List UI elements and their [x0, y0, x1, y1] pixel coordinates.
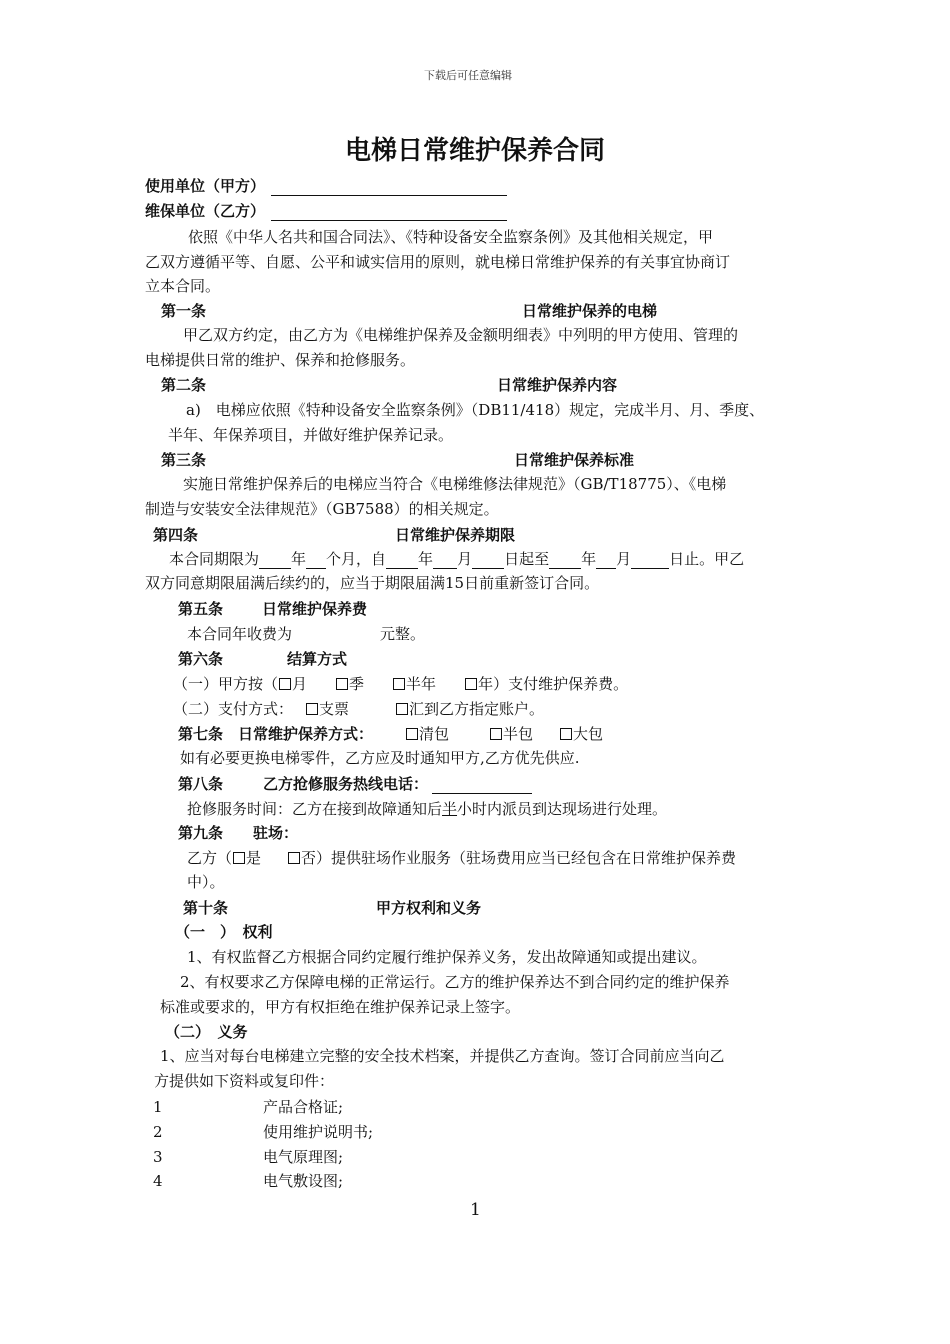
transfer-checkbox[interactable]	[396, 703, 408, 715]
article-4-line-1	[169, 549, 744, 569]
transfer-label: 汇到乙方指定账户。	[409, 700, 545, 718]
article-8-service-time	[187, 799, 667, 819]
yearly-checkbox[interactable]	[465, 678, 477, 690]
page-header: 下载后可任意编辑	[424, 69, 512, 82]
term-years-blank[interactable]	[259, 552, 291, 569]
quarterly-label: 季	[349, 675, 365, 693]
rights-item-2-line-1: 2、有权要求乙方保障电梯的正常运行。乙方的维护保养达不到合同约定的维护保养	[180, 973, 730, 991]
article-6-title: 结算方式	[287, 650, 348, 668]
duties-item-1-line-2: 方提供如下资料或复印件：	[154, 1072, 335, 1090]
article-6-number: 第六条	[178, 650, 224, 668]
article-4-line-2: 双方同意期限届满后续约的，应当于期限届满15日前重新签订合同。	[145, 574, 600, 592]
monthly-label: 月	[292, 675, 308, 693]
full-contract-label: 清包	[419, 725, 450, 743]
doc-list-number: 2	[153, 1123, 163, 1141]
term-text-6: 日起至	[504, 550, 550, 568]
annual-fee-label: 本合同年收费为	[187, 625, 293, 643]
large-contract-label: 大包	[573, 725, 604, 743]
article-7-number: 第七条	[178, 725, 224, 743]
half-contract-checkbox[interactable]	[490, 728, 502, 740]
annual-fee-unit: 元整。	[380, 625, 426, 643]
article-1-line-2: 电梯提供日常的维护、保养和抢修服务。	[145, 351, 416, 369]
article-1-line-1: 甲乙双方约定，由乙方为《电梯维护保养及金额明细表》中列明的甲方使用、管理的	[183, 326, 739, 344]
article-8-number: 第八条	[178, 775, 224, 793]
service-time-prefix: 抢修服务时间：乙方在接到故障通知后	[187, 800, 443, 818]
intro-line-2: 乙双方遵循平等、自愿、公平和诚实信用的原则，就电梯日常维护保养的有关事宜协商订	[145, 253, 731, 271]
payment-method-line	[173, 699, 544, 719]
large-contract-checkbox[interactable]	[560, 728, 572, 740]
start-year-blank[interactable]	[386, 552, 418, 569]
article-1-title: 日常维护保养的电梯	[522, 302, 658, 320]
party-b-line	[145, 201, 507, 221]
term-text-4: 年	[418, 550, 434, 568]
intro-line-1: 依照《中华人名共和国合同法》、《特种设备安全监察条例》及其他相关规定，甲	[188, 228, 714, 246]
term-text-5: 月	[457, 550, 473, 568]
onsite-prefix: 乙方（	[187, 849, 233, 867]
start-day-blank[interactable]	[472, 552, 504, 569]
onsite-no-label: 否）提供驻场作业服务（驻场费用应当已经包含在日常维护保养费	[301, 849, 737, 867]
cheque-label: 支票	[319, 700, 350, 718]
rights-item-1: 1、有权监督乙方根据合同约定履行维护保养义务，发出故障通知或提出建议。	[187, 948, 707, 966]
party-b-label: 维保单位（乙方）	[145, 202, 266, 220]
end-day-blank[interactable]	[631, 552, 669, 569]
article-5-number: 第五条	[178, 600, 224, 618]
article-5-title: 日常维护保养费	[262, 600, 368, 618]
article-3-title: 日常维护保养标准	[514, 451, 635, 469]
doc-list-item: 电气敷设图;	[263, 1172, 344, 1190]
article-9-number: 第九条	[178, 824, 224, 842]
page-number: 1	[470, 1200, 481, 1220]
service-time-value: 半	[442, 800, 458, 818]
onsite-yes-label: 是	[246, 849, 262, 867]
doc-list-number: 1	[153, 1098, 163, 1116]
yearly-label: 年）支付维护保养费。	[478, 675, 629, 693]
onsite-yes-checkbox[interactable]	[233, 852, 245, 864]
half-year-checkbox[interactable]	[393, 678, 405, 690]
article-10-title: 甲方权利和义务	[376, 899, 482, 917]
term-text-1: 本合同期限为	[169, 550, 260, 568]
term-text-9: 日止。甲乙	[669, 550, 745, 568]
full-contract-checkbox[interactable]	[406, 728, 418, 740]
half-contract-label: 半包	[503, 725, 534, 743]
onsite-no-checkbox[interactable]	[288, 852, 300, 864]
article-10-number: 第十条	[183, 899, 229, 917]
term-months-blank[interactable]	[306, 552, 326, 569]
article-9-title: 驻场：	[253, 824, 299, 842]
term-text-7: 年	[581, 550, 597, 568]
half-year-label: 半年	[406, 675, 437, 693]
article-8-line	[178, 774, 532, 794]
article-8-title: 乙方抢修服务热线电话：	[263, 775, 429, 793]
payment-period-line	[173, 674, 628, 694]
term-text-8: 月	[616, 550, 632, 568]
quarterly-checkbox[interactable]	[336, 678, 348, 690]
article-3-line-2: 制造与安装安全法律规范》（GB7588）的相关规定。	[145, 500, 499, 518]
duties-item-1-line-1: 1、应当对每台电梯建立完整的安全技术档案，并提供乙方查询。签订合同前应当向乙	[160, 1047, 725, 1065]
article-3-line-1: 实施日常维护保养后的电梯应当符合《电梯维修法律规范》（GB/T18775）、《电梯	[183, 475, 727, 493]
monthly-checkbox[interactable]	[279, 678, 291, 690]
party-a-line	[145, 176, 507, 196]
article-2-number: 第二条	[161, 376, 207, 394]
party-b-blank[interactable]	[271, 204, 507, 221]
article-2-title: 日常维护保养内容	[497, 376, 618, 394]
doc-list-item: 使用维护说明书;	[263, 1123, 374, 1141]
rights-item-2-line-2: 标准或要求的，甲方有权拒绝在维护保养记录上签字。	[160, 998, 521, 1016]
doc-list-number: 4	[153, 1172, 163, 1190]
cheque-checkbox[interactable]	[306, 703, 318, 715]
article-7-line	[178, 724, 373, 744]
payment-method-label: （二）支付方式：	[173, 700, 294, 718]
term-text-3: 个月，自	[326, 550, 387, 568]
article-2-line-2: 半年、年保养项目，并做好维护保养记录。	[168, 426, 454, 444]
article-3-number: 第三条	[161, 451, 207, 469]
document-title: 电梯日常维护保养合同	[344, 136, 605, 166]
article-2-line-1: a) 电梯应依照《特种设备安全监察条例》（DB11/418）规定，完成半月、月、季度、	[186, 401, 765, 419]
service-time-suffix: 小时内派员到达现场进行处理。	[457, 800, 668, 818]
term-text-2: 年	[291, 550, 307, 568]
party-a-blank[interactable]	[271, 179, 507, 196]
article-9-line-1	[187, 848, 736, 868]
doc-list-item: 电气原理图;	[263, 1148, 344, 1166]
start-month-blank[interactable]	[433, 552, 457, 569]
hotline-blank[interactable]	[432, 777, 532, 794]
rights-heading: （一 ） 权利	[175, 923, 273, 941]
article-4-number: 第四条	[153, 526, 199, 544]
article-9-line	[178, 823, 298, 843]
article-1-number: 第一条	[161, 302, 207, 320]
end-year-blank[interactable]	[549, 552, 581, 569]
doc-list-item: 产品合格证;	[263, 1098, 344, 1116]
article-7-title: 日常维护保养方式：	[238, 725, 374, 743]
payment-period-prefix: （一）甲方按（	[173, 675, 279, 693]
article-7-note: 如有必要更换电梯零件，乙方应及时通知甲方,乙方优先供应.	[180, 749, 580, 767]
duties-heading: （二） 义务	[165, 1023, 248, 1041]
doc-list-number: 3	[153, 1148, 163, 1166]
intro-line-3: 立本合同。	[145, 277, 221, 295]
party-a-label: 使用单位（甲方）	[145, 177, 266, 195]
maintenance-mode-options	[405, 724, 603, 744]
end-month-blank[interactable]	[596, 552, 616, 569]
article-9-line-2: 中）。	[187, 873, 225, 891]
article-4-title: 日常维护保养期限	[395, 526, 516, 544]
